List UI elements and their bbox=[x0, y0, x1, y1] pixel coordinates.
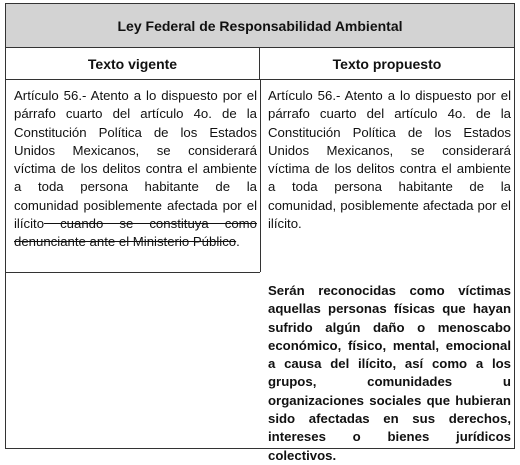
struck-text: cuando se constituya como denunciante ante el Ministerio Público bbox=[14, 216, 257, 250]
current-article-text: Artículo 56.- Atento a lo dispuesto por el párrafo cuarto del artículo 4o. de la Constitución Política de los Estados Unidos Mexicanos, se considerará víctima de los delitos contra el ambiente a toda persona habitante de la comunidad posiblemente afectada por el ilícito bbox=[14, 88, 257, 232]
proposed-text-cell bbox=[268, 87, 511, 233]
left-cell-bottom-border bbox=[6, 272, 260, 273]
table-title: Ley Federal de Responsabilidad Ambiental bbox=[6, 4, 514, 48]
comparison-table bbox=[5, 3, 515, 463]
current-article-end: . bbox=[236, 234, 240, 250]
proposed-bold-paragraph: Serán reconocidas como víctimas aquellas personas físicas que hayan sufrido algún daño o menoscabo económico, físico, mental, emocional a causa del ilícito, así como a los grupos, comunidades u organizaciones sociales que hubieran sido afectadas en sus derechos, intereses o bienes jurídicos colectivos. bbox=[268, 283, 511, 463]
header-proposed-text: Texto propuesto bbox=[260, 48, 514, 80]
column-divider bbox=[260, 80, 261, 272]
current-text-cell bbox=[14, 87, 257, 252]
header-current-text: Texto vigente bbox=[6, 48, 260, 80]
proposed-article-text: Artículo 56.- Atento a lo dispuesto por el párrafo cuarto del artículo 4o. de la Constitución Política de los Estados Unidos Mexicanos, se considerará víctima de los delitos contra el ambiente a toda persona habitante de la comunidad, posiblemente afectada por el ilícito. bbox=[268, 88, 511, 232]
